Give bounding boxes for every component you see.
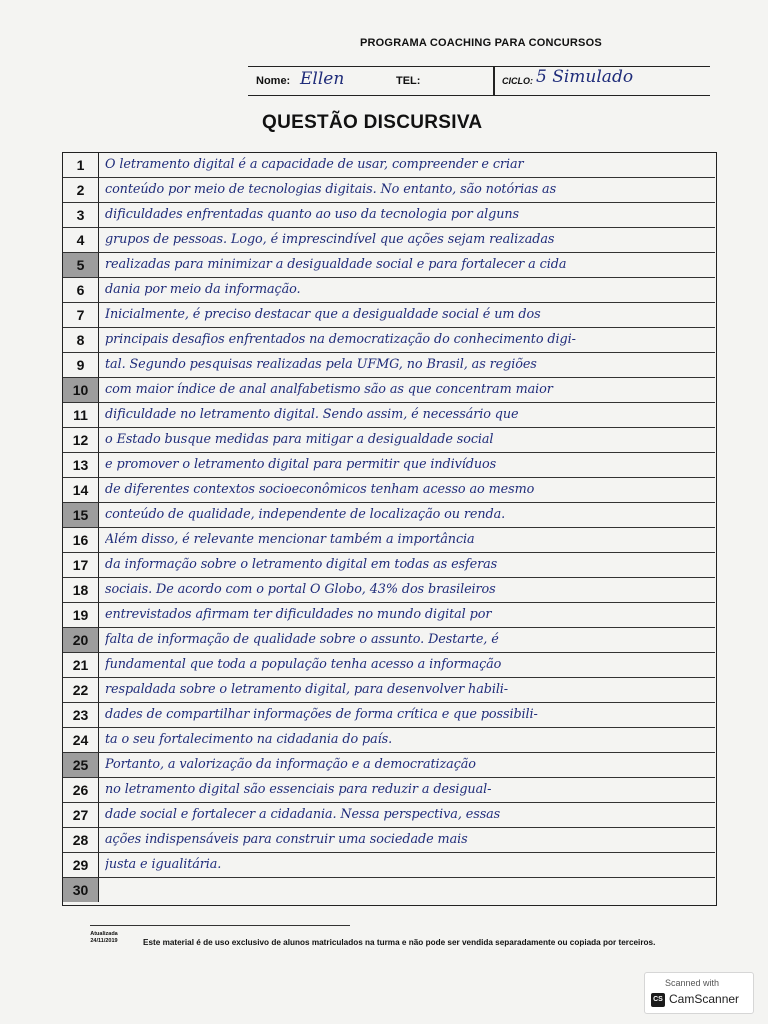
line-number: 25 [63, 753, 99, 777]
answer-line [63, 378, 715, 403]
handwritten-line-text: ações indispensáveis para construir uma sociedade mais [105, 832, 468, 847]
handwritten-line-text: dade social e fortalecer a cidadania. Nessa perspectiva, essas [105, 807, 501, 822]
handwritten-line-text: principais desafios enfrentados na democratização do conhecimento digi- [105, 332, 576, 347]
handwritten-line-text: tal. Segundo pesquisas realizadas pela UFMG, no Brasil, as regiões [105, 357, 537, 372]
line-number: 13 [63, 453, 99, 477]
answer-line [63, 428, 715, 453]
footer-rule [90, 925, 350, 926]
footer-updated-date: 24/11/2019 [90, 938, 118, 944]
line-number: 15 [63, 503, 99, 527]
handwritten-line-text: falta de informação de qualidade sobre o assunto. Destarte, é [105, 632, 499, 647]
footer-date [84, 931, 124, 945]
handwritten-line-text: da informação sobre o letramento digital em todas as esferas [105, 557, 498, 572]
answer-line [63, 728, 715, 753]
line-number: 9 [63, 353, 99, 377]
answer-line [63, 878, 715, 903]
tel-label: TEL: [396, 75, 421, 87]
line-number: 28 [63, 828, 99, 852]
handwritten-line-text: Além disso, é relevante mencionar também a importância [105, 532, 475, 547]
line-number: 5 [63, 253, 99, 277]
name-value: Ellen [300, 69, 345, 89]
header-bar [248, 66, 710, 96]
name-label: Nome: [256, 75, 291, 87]
answer-line [63, 553, 715, 578]
handwritten-line-text: de diferentes contextos socioeconômicos tenham acesso ao mesmo [105, 482, 535, 497]
handwritten-line-text: respaldada sobre o letramento digital, para desenvolver habili- [105, 682, 509, 697]
camscanner-logo-icon: CS [651, 993, 665, 1007]
answer-line [63, 828, 715, 853]
line-number: 16 [63, 528, 99, 552]
program-title: PROGRAMA COACHING PARA CONCURSOS [360, 37, 602, 49]
answer-line [63, 503, 715, 528]
header-divider [493, 67, 495, 95]
answer-line [63, 453, 715, 478]
handwritten-line-text: justa e igualitária. [105, 857, 222, 872]
answer-line [63, 803, 715, 828]
handwritten-line-text: dificuldades enfrentadas quanto ao uso da tecnologia por alguns [105, 207, 519, 222]
line-number: 29 [63, 853, 99, 877]
handwritten-line-text: o Estado busque medidas para mitigar a desigualdade social [105, 432, 494, 447]
handwritten-line-text: com maior índice de anal analfabetismo são as que concentram maior [105, 382, 553, 397]
handwritten-line-text: conteúdo de qualidade, independente de localização ou renda. [105, 507, 506, 522]
line-number: 18 [63, 578, 99, 602]
line-number: 26 [63, 778, 99, 802]
answer-line [63, 278, 715, 303]
handwritten-line-text: dades de compartilhar informações de forma crítica e que possibili- [105, 707, 538, 722]
handwritten-line-text: Portanto, a valorização da informação e a democratização [105, 757, 476, 772]
footer-updated-label: Atualizada [90, 931, 118, 937]
answer-line [63, 228, 715, 253]
handwritten-line-text: no letramento digital são essenciais para reduzir a desigual- [105, 782, 492, 797]
answer-line [63, 778, 715, 803]
handwritten-line-text: fundamental que toda a população tenha acesso a informação [105, 657, 502, 672]
camscanner-badge [644, 972, 754, 1014]
line-number: 27 [63, 803, 99, 827]
camscanner-name: CamScanner [669, 992, 740, 1006]
answer-line [63, 253, 715, 278]
section-title: QUESTÃO DISCURSIVA [262, 112, 483, 133]
answer-line [63, 353, 715, 378]
handwritten-line-text: O letramento digital é a capacidade de usar, compreender e criar [105, 157, 524, 172]
answer-line [63, 478, 715, 503]
answer-line [63, 578, 715, 603]
answer-line [63, 203, 715, 228]
handwritten-line-text: sociais. De acordo com o portal O Globo, 43% dos brasileiros [105, 582, 496, 597]
answer-line [63, 853, 715, 878]
handwritten-line-text: dania por meio da informação. [105, 282, 301, 297]
answer-line [63, 703, 715, 728]
answer-line [63, 178, 715, 203]
answer-sheet [62, 152, 717, 906]
answer-line [63, 303, 715, 328]
handwritten-line-text [105, 879, 711, 903]
line-number: 3 [63, 203, 99, 227]
line-number: 4 [63, 228, 99, 252]
handwritten-line-text: realizadas para minimizar a desigualdade social e para fortalecer a cida [105, 257, 567, 272]
ciclo-value: 5 Simulado [536, 67, 634, 87]
handwritten-line-text: e promover o letramento digital para permitir que indivíduos [105, 457, 497, 472]
line-number: 20 [63, 628, 99, 652]
answer-line [63, 328, 715, 353]
answer-line [63, 528, 715, 553]
line-number: 10 [63, 378, 99, 402]
handwritten-line-text: ta o seu fortalecimento na cidadania do país. [105, 732, 393, 747]
line-number: 22 [63, 678, 99, 702]
line-number: 6 [63, 278, 99, 302]
line-number: 14 [63, 478, 99, 502]
answer-line [63, 603, 715, 628]
ciclo-label: CICLO: [502, 76, 533, 86]
handwritten-line-text: conteúdo por meio de tecnologias digitais. No entanto, são notórias as [105, 182, 557, 197]
answer-line [63, 753, 715, 778]
answer-line [63, 403, 715, 428]
answer-line [63, 653, 715, 678]
line-number: 7 [63, 303, 99, 327]
line-number: 17 [63, 553, 99, 577]
answer-line [63, 628, 715, 653]
camscanner-top-text: Scanned with [665, 978, 720, 988]
handwritten-line-text: dificuldade no letramento digital. Sendo assim, é necessário que [105, 407, 519, 422]
handwritten-line-text: Inicialmente, é preciso destacar que a desigualdade social é um dos [105, 307, 541, 322]
line-number: 1 [63, 153, 99, 177]
line-number: 30 [63, 878, 99, 902]
line-number: 11 [63, 403, 99, 427]
answer-line [63, 678, 715, 703]
handwritten-line-text: grupos de pessoas. Logo, é imprescindível que ações sejam realizadas [105, 232, 555, 247]
footer-note: Este material é de uso exclusivo de alunos matriculados na turma e não pode ser vendida separadamente ou copiada por terceiros. [143, 938, 656, 947]
line-number: 21 [63, 653, 99, 677]
line-number: 19 [63, 603, 99, 627]
handwritten-line-text: entrevistados afirmam ter dificuldades no mundo digital por [105, 607, 492, 622]
line-number: 24 [63, 728, 99, 752]
line-number: 12 [63, 428, 99, 452]
answer-line [63, 153, 715, 178]
line-number: 8 [63, 328, 99, 352]
line-number: 23 [63, 703, 99, 727]
line-number: 2 [63, 178, 99, 202]
